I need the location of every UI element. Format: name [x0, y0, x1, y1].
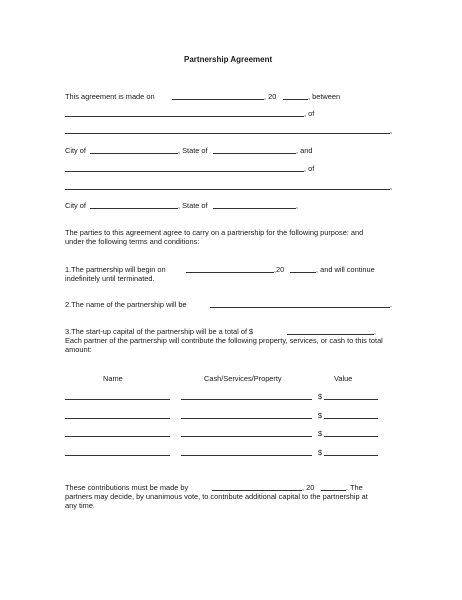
column-header-value: Value — [334, 374, 353, 383]
begin-year-field[interactable] — [290, 272, 316, 273]
party-2-city-label: City of — [65, 201, 86, 210]
party-2-of-text: , of — [304, 164, 315, 173]
column-header-cash-services-property: Cash/Services/Property — [204, 374, 282, 383]
party-1-address-field[interactable] — [65, 133, 390, 134]
partnership-name-field[interactable] — [210, 307, 390, 308]
and-text: , and — [296, 146, 313, 155]
contributions-date-field[interactable] — [212, 490, 302, 491]
date-field[interactable] — [172, 99, 264, 100]
intro-year-prefix: , 20 — [264, 92, 277, 101]
clause-3-end: . — [374, 327, 377, 336]
document-title: Partnership Agreement — [184, 55, 273, 64]
clause-2-text: 2.The name of the partnership will be — [65, 300, 187, 309]
contributions-year-field[interactable] — [321, 490, 346, 491]
contributions-year-prefix: , 20 — [302, 483, 315, 492]
clause-1-begin-text: 1.The partnership will begin on — [65, 265, 166, 274]
clause-1-continue-text: , and will continue — [316, 265, 375, 274]
contribution-type-field[interactable] — [181, 399, 312, 400]
party-2-end-comma: , — [296, 201, 299, 210]
party-1-city-field[interactable] — [90, 153, 178, 154]
party-1-state-label: , State of — [178, 146, 208, 155]
party-1-of-text: , of — [304, 109, 315, 118]
party-1-name-field[interactable] — [65, 116, 304, 117]
clause-1-year-prefix: ,20 — [274, 265, 285, 274]
party-1-address-comma: , — [390, 126, 393, 135]
clause-3-body: Each partner of the partnership will contribute the following property, services, or cash to this total amount: — [65, 336, 383, 354]
begin-date-field[interactable] — [186, 272, 274, 273]
party-2-address-field[interactable] — [65, 189, 390, 190]
contribution-type-field[interactable] — [181, 418, 312, 419]
party-2-state-label: , State of — [178, 201, 208, 210]
contribution-value-field[interactable] — [324, 455, 378, 456]
currency-symbol: $ — [318, 411, 323, 420]
contributions-body: partners may decide, by unanimous vote, to contribute additional capital to the partnership at any time. — [65, 492, 368, 510]
contribution-type-field[interactable] — [181, 455, 312, 456]
contribution-value-field[interactable] — [324, 399, 378, 400]
party-2-city-field[interactable] — [90, 208, 178, 209]
contribution-name-field[interactable] — [65, 418, 170, 419]
contributions-start-text: These contributions must be made by — [65, 483, 189, 492]
intro-made-on-text: This agreement is made on — [65, 92, 155, 101]
contribution-name-field[interactable] — [65, 436, 170, 437]
clause-1-line-2: indefinitely until terminated. — [65, 274, 155, 283]
currency-symbol: $ — [318, 392, 323, 401]
contribution-name-field[interactable] — [65, 455, 170, 456]
contribution-value-field[interactable] — [324, 418, 378, 419]
purpose-paragraph: The parties to this agreement agree to carry on a partnership for the following purpose: and under the following terms and conditions: — [65, 228, 364, 246]
clause-3-start-text: 3.The start-up capital of the partnership will be a total of $ — [65, 327, 254, 336]
party-1-state-field[interactable] — [213, 153, 296, 154]
contribution-type-field[interactable] — [181, 436, 312, 437]
party-2-name-field[interactable] — [65, 171, 304, 172]
year-field[interactable] — [283, 99, 308, 100]
party-1-city-label: City of — [65, 146, 86, 155]
party-2-state-field[interactable] — [213, 208, 296, 209]
intro-between-text: , between — [308, 92, 341, 101]
startup-capital-field[interactable] — [287, 334, 374, 335]
contribution-value-field[interactable] — [324, 436, 378, 437]
clause-2-end: . — [390, 300, 393, 309]
currency-symbol: $ — [318, 448, 323, 457]
currency-symbol: $ — [318, 429, 323, 438]
party-2-address-comma: , — [390, 182, 393, 191]
column-header-name: Name — [103, 374, 123, 383]
contributions-end-text: . The — [346, 483, 363, 492]
contribution-name-field[interactable] — [65, 399, 170, 400]
